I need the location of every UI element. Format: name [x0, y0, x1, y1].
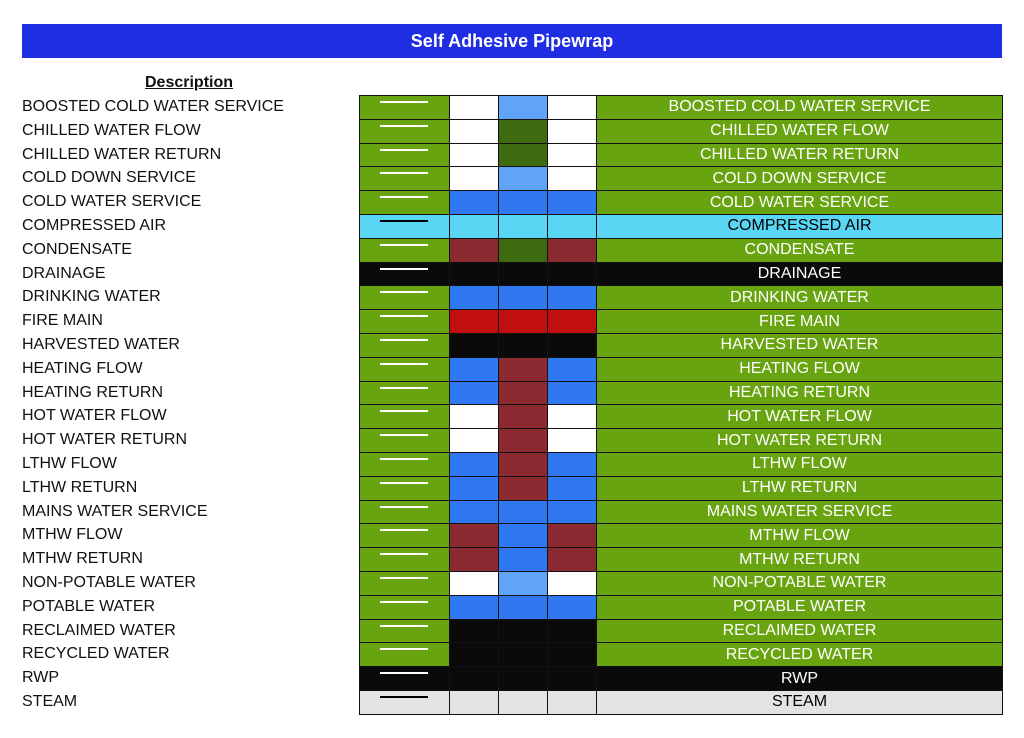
- description-item: POTABLE WATER: [22, 597, 156, 615]
- flow-arrow-icon: [380, 315, 428, 317]
- pipewrap-label: RECLAIMED WATER: [597, 620, 1002, 643]
- color-band-1: [450, 358, 499, 381]
- color-band-1: [450, 405, 499, 428]
- flow-arrow-cell: [360, 596, 450, 619]
- color-band-3: [548, 501, 597, 524]
- pipewrap-row: [360, 334, 1002, 358]
- color-band-3: [548, 239, 597, 262]
- flow-arrow-cell: [360, 215, 450, 238]
- description-item: HEATING FLOW: [22, 359, 143, 377]
- pipewrap-label: HEATING FLOW: [597, 358, 1002, 381]
- pipewrap-label: LTHW RETURN: [597, 477, 1002, 500]
- pipewrap-row: [360, 144, 1002, 168]
- flow-arrow-cell: [360, 691, 450, 714]
- color-band-1: [450, 643, 499, 666]
- color-band-2: [499, 453, 548, 476]
- pipewrap-row: [360, 215, 1002, 239]
- pipewrap-label: FIRE MAIN: [597, 310, 1002, 333]
- color-band-3: [548, 167, 597, 190]
- color-band-2: [499, 405, 548, 428]
- pipewrap-label: COLD WATER SERVICE: [597, 191, 1002, 214]
- color-band-2: [499, 310, 548, 333]
- color-band-2: [499, 501, 548, 524]
- color-band-1: [450, 477, 499, 500]
- flow-arrow-icon: [380, 577, 428, 579]
- color-band-3: [548, 405, 597, 428]
- description-item: CONDENSATE: [22, 240, 132, 258]
- color-band-1: [450, 453, 499, 476]
- flow-arrow-icon: [380, 125, 428, 127]
- pipewrap-row: [360, 548, 1002, 572]
- description-item: DRINKING WATER: [22, 288, 161, 306]
- flow-arrow-cell: [360, 667, 450, 690]
- description-item: BOOSTED COLD WATER SERVICE: [22, 98, 284, 115]
- description-item: MTHW RETURN: [22, 550, 143, 568]
- flow-arrow-cell: [360, 405, 450, 428]
- description-item: CHILLED WATER FLOW: [22, 121, 201, 139]
- flow-arrow-cell: [360, 191, 450, 214]
- color-band-1: [450, 382, 499, 405]
- color-band-2: [499, 263, 548, 286]
- pipewrap-label: MAINS WATER SERVICE: [597, 501, 1002, 524]
- color-band-2: [499, 524, 548, 547]
- flow-arrow-cell: [360, 643, 450, 666]
- description-item: COLD WATER SERVICE: [22, 193, 202, 211]
- color-band-1: [450, 96, 499, 119]
- flow-arrow-icon: [380, 625, 428, 627]
- flow-arrow-icon: [380, 529, 428, 531]
- color-band-2: [499, 477, 548, 500]
- flow-arrow-icon: [380, 387, 428, 389]
- color-band-3: [548, 620, 597, 643]
- flow-arrow-icon: [380, 291, 428, 293]
- color-band-3: [548, 524, 597, 547]
- pipewrap-label: DRINKING WATER: [597, 286, 1002, 309]
- pipewrap-label: CHILLED WATER RETURN: [597, 144, 1002, 167]
- flow-arrow-icon: [380, 696, 428, 698]
- color-band-3: [548, 453, 597, 476]
- description-item: RWP: [22, 669, 60, 687]
- flow-arrow-cell: [360, 548, 450, 571]
- color-band-1: [450, 215, 499, 238]
- color-band-3: [548, 477, 597, 500]
- flow-arrow-icon: [380, 672, 428, 674]
- flow-arrow-cell: [360, 310, 450, 333]
- pipewrap-row: [360, 453, 1002, 477]
- pipewrap-label: CONDENSATE: [597, 239, 1002, 262]
- flow-arrow-icon: [380, 268, 428, 270]
- color-band-3: [548, 310, 597, 333]
- pipewrap-label: RWP: [597, 667, 1002, 690]
- pipewrap-row: [360, 596, 1002, 620]
- description-item: DRAINAGE: [22, 264, 106, 282]
- color-band-3: [548, 596, 597, 619]
- pipewrap-row: [360, 358, 1002, 382]
- pipewrap-label: POTABLE WATER: [597, 596, 1002, 619]
- color-band-2: [499, 429, 548, 452]
- color-band-1: [450, 167, 499, 190]
- flow-arrow-icon: [380, 363, 428, 365]
- pipewrap-row: [360, 691, 1002, 715]
- flow-arrow-cell: [360, 358, 450, 381]
- color-band-1: [450, 429, 499, 452]
- pipewrap-row: [360, 120, 1002, 144]
- flow-arrow-cell: [360, 477, 450, 500]
- color-band-2: [499, 358, 548, 381]
- color-band-3: [548, 358, 597, 381]
- flow-arrow-icon: [380, 339, 428, 341]
- pipewrap-row: [360, 405, 1002, 429]
- color-band-3: [548, 120, 597, 143]
- pipewrap-label: HARVESTED WATER: [597, 334, 1002, 357]
- color-band-3: [548, 191, 597, 214]
- color-band-3: [548, 286, 597, 309]
- pipewrap-label: COLD DOWN SERVICE: [597, 167, 1002, 190]
- color-band-3: [548, 667, 597, 690]
- description-item: RECLAIMED WATER: [22, 621, 176, 639]
- flow-arrow-cell: [360, 144, 450, 167]
- color-band-3: [548, 382, 597, 405]
- pipewrap-row: [360, 382, 1002, 406]
- color-band-3: [548, 263, 597, 286]
- flow-arrow-icon: [380, 648, 428, 650]
- description-header: Description: [145, 74, 234, 91]
- pipewrap-table: [359, 95, 1003, 715]
- flow-arrow-cell: [360, 334, 450, 357]
- flow-arrow-icon: [380, 410, 428, 412]
- description-item: CHILLED WATER RETURN: [22, 145, 222, 163]
- flow-arrow-cell: [360, 286, 450, 309]
- color-band-2: [499, 691, 548, 714]
- pipewrap-row: [360, 191, 1002, 215]
- color-band-1: [450, 691, 499, 714]
- pipewrap-label: DRAINAGE: [597, 263, 1002, 286]
- flow-arrow-cell: [360, 524, 450, 547]
- color-band-2: [499, 548, 548, 571]
- description-item: HOT WATER FLOW: [22, 407, 167, 425]
- flow-arrow-icon: [380, 196, 428, 198]
- pipewrap-row: [360, 239, 1002, 263]
- pipewrap-row: [360, 643, 1002, 667]
- color-band-2: [499, 286, 548, 309]
- flow-arrow-cell: [360, 239, 450, 262]
- description-item: HARVESTED WATER: [22, 335, 180, 353]
- flow-arrow-icon: [380, 149, 428, 151]
- color-band-1: [450, 310, 499, 333]
- flow-arrow-icon: [380, 244, 428, 246]
- description-item: RECYCLED WATER: [22, 645, 170, 663]
- color-band-1: [450, 548, 499, 571]
- description-item: COMPRESSED AIR: [22, 216, 167, 234]
- description-item: NON-POTABLE WATER: [22, 573, 196, 591]
- pipewrap-row: [360, 572, 1002, 596]
- color-band-1: [450, 191, 499, 214]
- color-band-2: [499, 96, 548, 119]
- flow-arrow-cell: [360, 501, 450, 524]
- flow-arrow-cell: [360, 429, 450, 452]
- pipewrap-row: [360, 263, 1002, 287]
- flow-arrow-icon: [380, 458, 428, 460]
- color-band-3: [548, 144, 597, 167]
- pipewrap-row: [360, 310, 1002, 334]
- color-band-1: [450, 620, 499, 643]
- color-band-1: [450, 144, 499, 167]
- flow-arrow-cell: [360, 263, 450, 286]
- color-band-3: [548, 572, 597, 595]
- color-band-1: [450, 667, 499, 690]
- color-band-1: [450, 596, 499, 619]
- description-item: HOT WATER RETURN: [22, 431, 188, 449]
- color-band-2: [499, 167, 548, 190]
- color-band-2: [499, 334, 548, 357]
- page-title: Self Adhesive Pipewrap: [22, 24, 1002, 58]
- description-item: COLD DOWN SERVICE: [22, 169, 196, 187]
- flow-arrow-cell: [360, 453, 450, 476]
- color-band-1: [450, 286, 499, 309]
- pipewrap-label: MTHW RETURN: [597, 548, 1002, 571]
- color-band-1: [450, 239, 499, 262]
- color-band-2: [499, 596, 548, 619]
- color-band-2: [499, 382, 548, 405]
- color-band-2: [499, 620, 548, 643]
- flow-arrow-cell: [360, 120, 450, 143]
- color-band-1: [450, 263, 499, 286]
- color-band-1: [450, 524, 499, 547]
- flow-arrow-icon: [380, 434, 428, 436]
- flow-arrow-cell: [360, 620, 450, 643]
- pipewrap-row: [360, 429, 1002, 453]
- description-item: STEAM: [22, 692, 78, 710]
- color-band-3: [548, 691, 597, 714]
- pipewrap-label: LTHW FLOW: [597, 453, 1002, 476]
- description-item: MAINS WATER SERVICE: [22, 502, 208, 520]
- pipewrap-label: HOT WATER FLOW: [597, 405, 1002, 428]
- pipewrap-row: [360, 667, 1002, 691]
- color-band-1: [450, 501, 499, 524]
- pipewrap-label: BOOSTED COLD WATER SERVICE: [597, 96, 1002, 119]
- color-band-2: [499, 215, 548, 238]
- color-band-1: [450, 572, 499, 595]
- flow-arrow-cell: [360, 382, 450, 405]
- flow-arrow-cell: [360, 167, 450, 190]
- color-band-2: [499, 191, 548, 214]
- description-item: LTHW FLOW: [22, 454, 117, 472]
- pipewrap-label: RECYCLED WATER: [597, 643, 1002, 666]
- description-list: [22, 95, 352, 714]
- color-band-1: [450, 334, 499, 357]
- color-band-2: [499, 239, 548, 262]
- color-band-3: [548, 548, 597, 571]
- pipewrap-label: STEAM: [597, 691, 1002, 714]
- color-band-1: [450, 120, 499, 143]
- color-band-3: [548, 429, 597, 452]
- pipewrap-row: [360, 167, 1002, 191]
- flow-arrow-cell: [360, 96, 450, 119]
- color-band-2: [499, 643, 548, 666]
- flow-arrow-icon: [380, 506, 428, 508]
- color-band-2: [499, 572, 548, 595]
- color-band-2: [499, 667, 548, 690]
- pipewrap-row: [360, 286, 1002, 310]
- pipewrap-row: [360, 524, 1002, 548]
- color-band-3: [548, 643, 597, 666]
- description-item: FIRE MAIN: [22, 312, 103, 330]
- color-band-3: [548, 215, 597, 238]
- color-band-2: [499, 120, 548, 143]
- pipewrap-label: COMPRESSED AIR: [597, 215, 1002, 238]
- pipewrap-label: MTHW FLOW: [597, 524, 1002, 547]
- pipewrap-row: [360, 620, 1002, 644]
- flow-arrow-icon: [380, 553, 428, 555]
- flow-arrow-icon: [380, 101, 428, 103]
- pipewrap-row: [360, 477, 1002, 501]
- description-item: LTHW RETURN: [22, 478, 138, 496]
- color-band-3: [548, 96, 597, 119]
- flow-arrow-icon: [380, 601, 428, 603]
- flow-arrow-cell: [360, 572, 450, 595]
- pipewrap-label: HEATING RETURN: [597, 382, 1002, 405]
- pipewrap-label: NON-POTABLE WATER: [597, 572, 1002, 595]
- flow-arrow-icon: [380, 172, 428, 174]
- flow-arrow-icon: [380, 482, 428, 484]
- pipewrap-label: CHILLED WATER FLOW: [597, 120, 1002, 143]
- color-band-2: [499, 144, 548, 167]
- flow-arrow-icon: [380, 220, 428, 222]
- color-band-3: [548, 334, 597, 357]
- pipewrap-row: [360, 96, 1002, 120]
- pipewrap-label: HOT WATER RETURN: [597, 429, 1002, 452]
- description-item: HEATING RETURN: [22, 383, 164, 401]
- description-item: MTHW FLOW: [22, 526, 123, 544]
- pipewrap-row: [360, 501, 1002, 525]
